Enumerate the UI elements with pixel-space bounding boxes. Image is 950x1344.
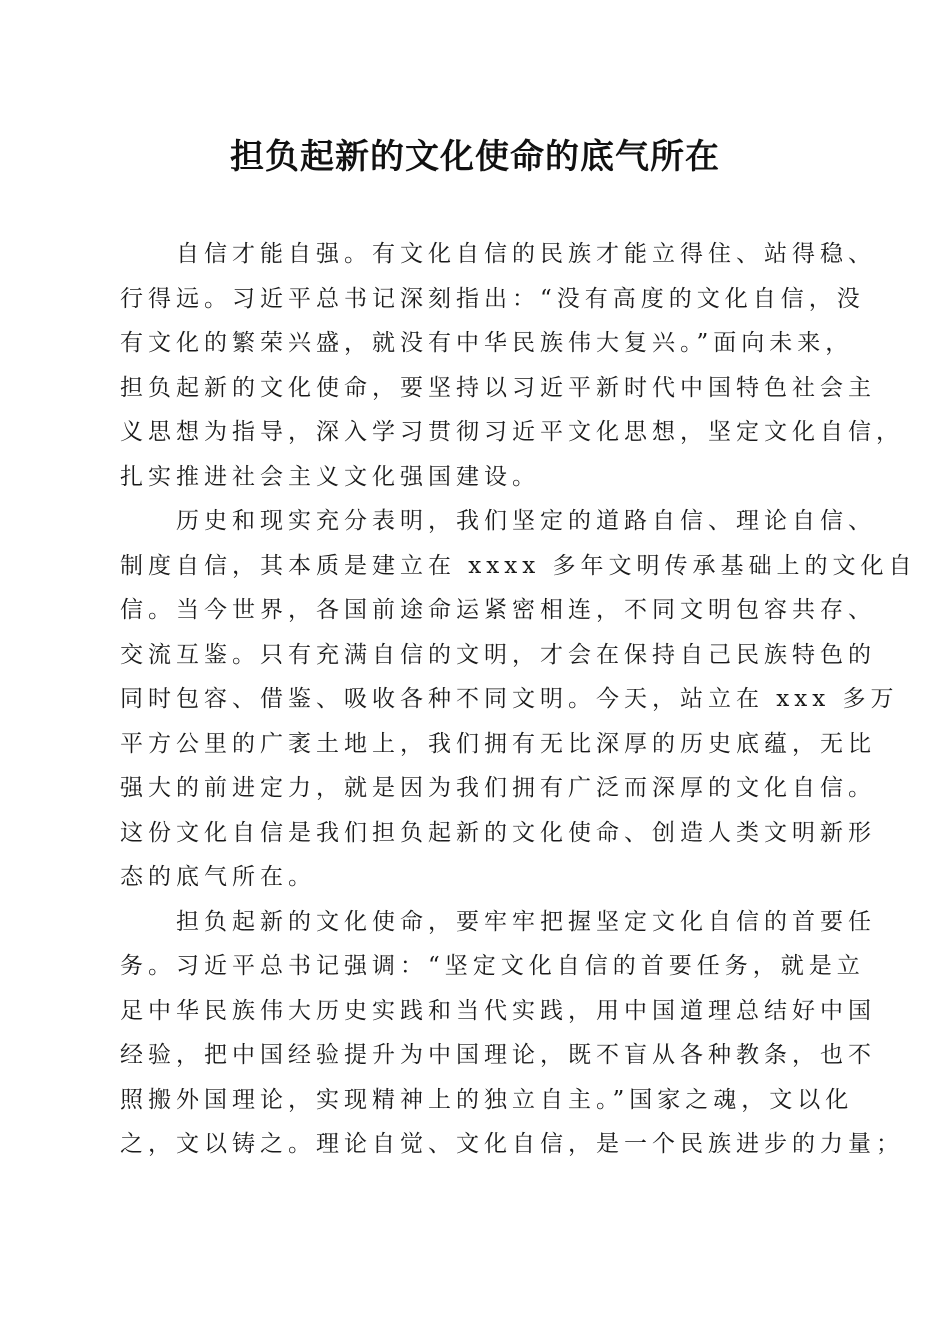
text-line: 自信才能自强。有文化自信的民族才能立得住、站得稳、: [176, 241, 876, 267]
document-body: [120, 232, 917, 1167]
text-line: 同时包容、借鉴、吸收各种不同文明。今天，站立在 xxx 多万: [120, 686, 899, 712]
text-line: 有文化的繁荣兴盛，就没有中华民族伟大复兴。”面向未来，: [120, 330, 854, 356]
text-line: 之，文以铸之。理论自觉、文化自信，是一个民族进步的力量；: [120, 1131, 904, 1157]
paragraph-3: [120, 900, 904, 1167]
text-line: 经验，把中国经验提升为中国理论，既不盲从各种教条，也不: [120, 1042, 876, 1068]
text-line: 扎实推进社会主义文化强国建设。: [120, 463, 540, 490]
text-line: 态的底气所在。: [120, 864, 316, 890]
text-line: 强大的前进定力，就是因为我们拥有广泛而深厚的文化自信。: [120, 775, 876, 801]
text-line: 交流互鉴。只有充满自信的文明，才会在保持自己民族特色的: [120, 641, 876, 668]
text-line: 义思想为指导，深入学习贯彻习近平文化思想，坚定文化自信，: [120, 419, 904, 445]
document-title: 担负起新的文化使命的底气所在: [230, 137, 720, 177]
text-line: 这份文化自信是我们担负起新的文化使命、创造人类文明新形: [120, 819, 876, 846]
text-line: 担负起新的文化使命，要牢牢把握坚定文化自信的首要任: [176, 908, 876, 935]
paragraph-2: [120, 499, 917, 900]
text-line: 担负起新的文化使命，要坚持以习近平新时代中国特色社会主: [120, 374, 876, 401]
text-line: 信。当今世界，各国前途命运紧密相连，不同文明包容共存、: [120, 597, 876, 623]
text-line: 照搬外国理论，实现精神上的独立自主。”国家之魂，文以化: [120, 1086, 854, 1113]
text-line: 务。习近平总书记强调：“坚定文化自信的首要任务，就是立: [120, 953, 865, 979]
text-line: 平方公里的广袤土地上，我们拥有无比深厚的历史底蕴，无比: [120, 730, 876, 757]
paragraph-1: [120, 232, 904, 499]
text-line: 行得远。习近平总书记深刻指出：“没有高度的文化自信，没: [120, 285, 865, 312]
text-line: 足中华民族伟大历史实践和当代实践，用中国道理总结好中国: [120, 997, 876, 1024]
text-line: 历史和现实充分表明，我们坚定的道路自信、理论自信、: [176, 508, 876, 534]
text-line: 制度自信，其本质是建立在 xxxx 多年文明传承基础上的文化自: [120, 552, 917, 579]
